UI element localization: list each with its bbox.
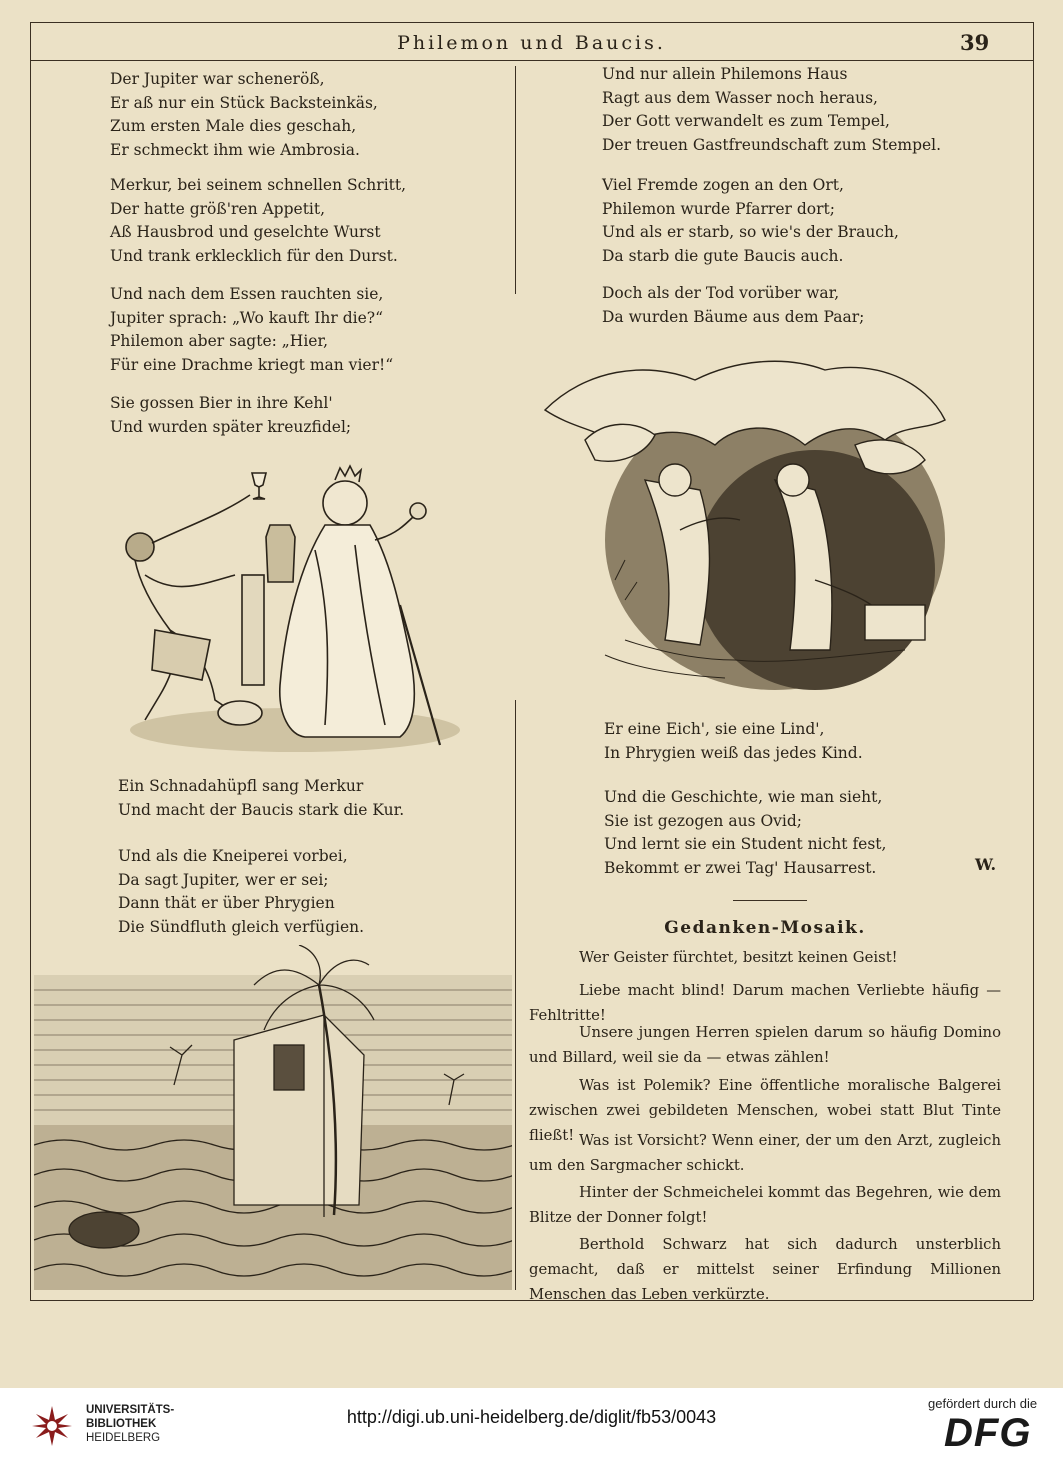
verse-line: Da starb die gute Baucis auch. [602, 246, 844, 265]
left-stanza-3 [110, 283, 393, 377]
verse-line: Er schmeckt ihm wie Ambrosia. [110, 140, 360, 159]
right-stanza-4 [604, 718, 863, 765]
verse-line: Der hatte größ'ren Appetit, [110, 199, 326, 218]
verse-line: Er eine Eich', sie eine Lind', [604, 720, 825, 738]
border-right [1033, 22, 1034, 1300]
left-stanza-2 [110, 174, 406, 268]
verse-line: Aß Hausbrod und geselchte Wurst [110, 223, 381, 241]
verse-line: Ein Schnadahüpfl sang Merkur [118, 777, 364, 795]
verse-line: Und macht der Baucis stark die Kur. [118, 800, 405, 819]
verse-line: Die Sündfluth gleich verfügien. [118, 917, 365, 936]
aphorism-paragraph: Was ist Polemik? Eine öffentliche moralische Balgerei zwischen zwei gebildeten Menschen, wobei statt Blut Tinte fließt! [529, 1077, 1001, 1144]
verse-line: Ragt aus dem Wasser noch heraus, [602, 88, 878, 107]
right-stanza-3 [602, 282, 864, 329]
flood-engraving-icon [34, 945, 512, 1290]
section-separator [733, 900, 807, 901]
verse-line: Jupiter sprach: „Wo kauft Ihr die?“ [110, 308, 384, 327]
verse-line: Philemon aber sagte: „Hier, [110, 332, 329, 350]
verse-line: Er aß nur ein Stück Backsteinkäs, [110, 93, 378, 112]
header-rule [30, 60, 1033, 61]
author-signature: W. [975, 855, 997, 874]
verse-line: In Phrygien weiß das jedes Kind. [604, 743, 863, 762]
right-stanza-1 [602, 63, 941, 157]
verse-line: Der Jupiter war scheneröß, [110, 70, 325, 88]
left-stanza-1 [110, 68, 378, 162]
column-divider [515, 66, 516, 294]
border-top [30, 22, 1033, 23]
verse-line: Doch als der Tod vorüber war, [602, 284, 840, 302]
verse-line: Der Gott verwandelt es zum Tempel, [602, 112, 890, 130]
verse-line: Da sagt Jupiter, wer er sei; [118, 870, 329, 889]
right-stanza-2 [602, 174, 899, 268]
verse-line: Und trank erklecklich für den Durst. [110, 246, 398, 265]
illustration-flood [34, 945, 512, 1290]
left-stanza-6 [118, 845, 364, 939]
aphorism-paragraph: Wer Geister fürchtet, besitzt keinen Geist! [579, 949, 898, 966]
page-title: Philemon und Baucis. [397, 32, 666, 54]
border-left [30, 22, 31, 1300]
verse-line: Und nach dem Essen rauchten sie, [110, 285, 384, 303]
left-stanza-4 [110, 392, 351, 439]
source-url[interactable]: http://digi.ub.uni-heidelberg.de/diglit/fb53/0043 [346, 1407, 717, 1427]
verse-line: Bekommt er zwei Tag' Hausarrest. [604, 858, 877, 877]
aphorism-paragraph: Liebe macht blind! Darum machen Verliebte häufig — Fehltritte! [529, 982, 1001, 1024]
dfg-logo: DFG [944, 1411, 1032, 1455]
library-line-3: HEIDELBERG [86, 1432, 161, 1444]
verse-line: Sie ist gezogen aus Ovid; [604, 811, 803, 830]
verse-line: Für eine Drachme kriegt man vier!“ [110, 355, 394, 374]
funding-note: gefördert durch die [928, 1396, 1038, 1411]
verse-line: Viel Fremde zogen an den Ort, [602, 176, 844, 194]
trees-engraving-icon [525, 350, 955, 700]
verse-line: Der treuen Gastfreundschaft zum Stempel. [602, 135, 942, 154]
illustration-trees [525, 350, 955, 700]
page-number: 39 [960, 30, 990, 55]
library-line-1: UNIVERSITÄTS- [86, 1404, 175, 1416]
library-line-2: BIBLIOTHEK [86, 1418, 157, 1430]
verse-line: Und als er starb, so wie's der Brauch, [602, 223, 899, 241]
verse-line: Philemon wurde Pfarrer dort; [602, 199, 835, 218]
aphorism-paragraph: Unsere jungen Herren spielen darum so häufig Domino und Billard, weil sie da — etwas zählen! [529, 1024, 1001, 1066]
verse-line: Merkur, bei seinem schnellen Schritt, [110, 176, 407, 194]
section-heading: Gedanken-Mosaik. [664, 918, 866, 938]
illustration-drinkers [100, 455, 470, 755]
left-stanza-5 [118, 775, 404, 822]
aphorism-paragraph: Was ist Vorsicht? Wenn einer, der um den Arzt, zugleich um den Sargmacher schickt. [529, 1132, 1001, 1174]
aphorism-paragraph: Berthold Schwarz hat sich dadurch unsterblich gemacht, daß er mittelst seiner Erfindung Millionen Menschen das Leben verkürzte. [529, 1236, 1001, 1303]
verse-line: Und als die Kneiperei vorbei, [118, 847, 348, 865]
verse-line: Dann thät er über Phrygien [118, 894, 335, 912]
drinkers-engraving-icon [100, 455, 470, 755]
verse-line: Da wurden Bäume aus dem Paar; [602, 307, 865, 326]
verse-line: Und lernt sie ein Student nicht fest, [604, 835, 887, 853]
column-divider-lower [515, 700, 516, 1290]
right-stanza-5 [604, 786, 886, 880]
verse-line: Und nur allein Philemons Haus [602, 65, 848, 83]
verse-line: Und die Geschichte, wie man sieht, [604, 788, 883, 806]
verse-line: Sie gossen Bier in ihre Kehl' [110, 394, 333, 412]
verse-line: Und wurden später kreuzfidel; [110, 417, 352, 436]
verse-line: Zum ersten Male dies geschah, [110, 117, 357, 135]
aphorism-paragraph: Hinter der Schmeichelei kommt das Begehren, wie dem Blitze der Donner folgt! [529, 1184, 1001, 1226]
